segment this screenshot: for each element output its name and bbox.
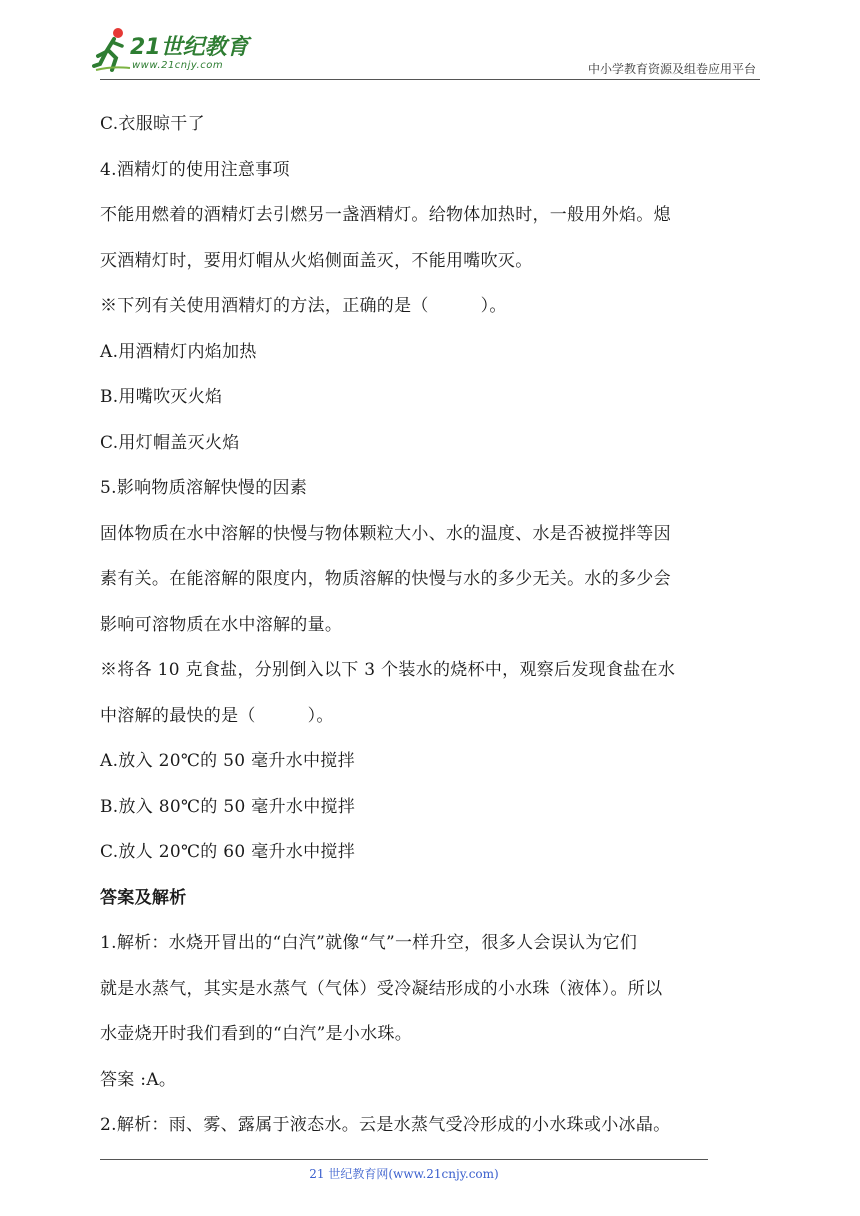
option-line: C.放人 20℃的 60 毫升水中搅拌 [100, 842, 355, 862]
header-divider [100, 79, 760, 80]
paragraph-line: 固体物质在水中溶解的快慢与物体颗粒大小、水的温度、水是否被搅拌等因 [100, 523, 671, 544]
section-heading: 4.酒精灯的使用注意事项 [100, 159, 290, 180]
logo-text: 21世纪教育 [130, 35, 249, 60]
answers-heading: 答案及解析 [100, 887, 187, 908]
page-header [0, 0, 860, 80]
question-line: ※下列有关使用酒精灯的方法，正确的是（ ）。 [100, 296, 507, 316]
option-line: C.衣服晾干了 [100, 114, 205, 134]
option-line: A.放入 20℃的 50 毫升水中搅拌 [100, 751, 355, 771]
paragraph-line: 不能用燃着的酒精灯去引燃另一盏酒精灯。给物体加热时，一般用外焰。熄 [100, 205, 671, 225]
explanation-line: 就是水蒸气，其实是水蒸气（气体）受冷凝结形成的小水珠（液体）。所以 [100, 978, 663, 999]
explanation-line: 2.解析：雨、雾、露属于液态水。云是水蒸气受冷形成的小水珠或小冰晶。 [100, 1115, 671, 1135]
explanation-line: 1.解析：水烧开冒出的“白汽”就像“气”一样升空，很多人会误认为它们 [100, 933, 638, 953]
explanation-line: 水壶烧开时我们看到的“白汽”是小水珠。 [100, 1024, 413, 1044]
question-line: ※将各 10 克食盐，分别倒入以下 3 个装水的烧杯中，观察后发现食盐在水 [100, 660, 676, 680]
footer-divider [100, 1159, 708, 1160]
paragraph-line: 灭酒精灯时，要用灯帽从火焰侧面盖灭，不能用嘴吹灭。 [100, 250, 533, 271]
option-line: B.用嘴吹灭火焰 [100, 387, 223, 407]
document-body [100, 102, 768, 1149]
option-line: C.用灯帽盖灭火焰 [100, 432, 240, 453]
header-platform-name: 中小学教育资源及组卷应用平台 [587, 62, 756, 76]
option-line: B.放入 80℃的 50 毫升水中搅拌 [100, 796, 356, 817]
running-person-icon [92, 26, 132, 74]
paragraph-line: 影响可溶物质在水中溶解的量。 [100, 614, 343, 635]
paragraph-line: 素有关。在能溶解的限度内，物质溶解的快慢与水的多少无关。水的多少会 [100, 569, 671, 589]
section-heading: 5.影响物质溶解快慢的因素 [100, 478, 308, 498]
option-line: A.用酒精灯内焰加热 [100, 341, 257, 362]
question-line: 中溶解的最快的是（ ）。 [100, 705, 334, 726]
answer-line: 答案 :A。 [100, 1069, 177, 1090]
site-logo[interactable] [92, 26, 272, 78]
footer-link[interactable]: 21 世纪教育网(www.21cnjy.com) [309, 1167, 499, 1181]
logo-url: www.21cnjy.com [132, 60, 224, 71]
